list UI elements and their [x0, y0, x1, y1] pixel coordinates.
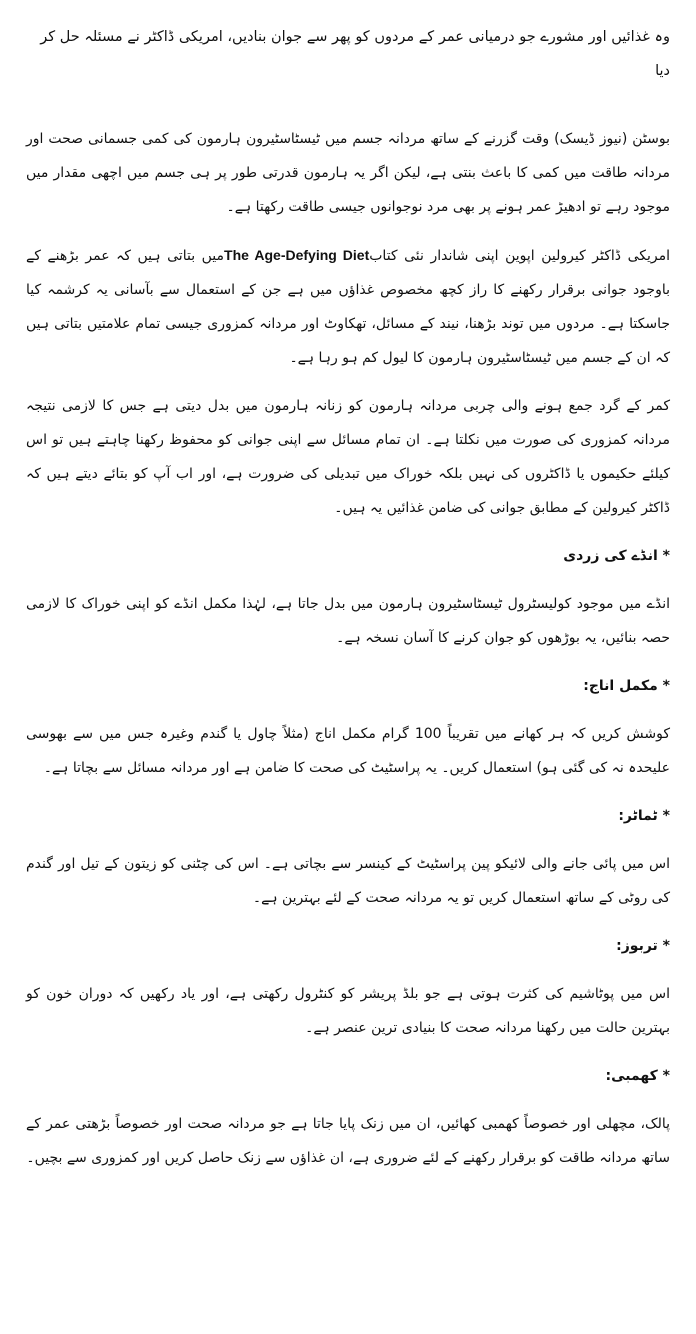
section-body-watermelon: اس میں پوٹاشیم کی کثرت ہوتی ہے جو بلڈ پریشر کو کنٹرول رکھتی ہے، اور یاد رکھیں کہ دوران خون کو بہترین حالت میں رکھنا مردانہ صحت کا بنیادی ترین عنصر ہے۔ — [26, 986, 670, 1036]
section-body-mushroom: پالک، مچھلی اور خصوصاً کھمبی کھائیں، ان میں زنک پایا جاتا ہے جو مردانہ صحت اور خصوصاً بڑھتی عمر کے ساتھ مردانہ طاقت کو برقرار رکھنے کے لئے ضروری ہے، ان غذاؤں سے زنک حاصل کریں اور کمزوری سے بچیں۔ — [26, 1116, 670, 1166]
book-title: The Age-Defying Diet — [224, 247, 370, 263]
intro-paragraph: بوسٹن (نیوز ڈیسک) وقت گزرنے کے ساتھ مردانہ جسم میں ٹیسٹاسٹیرون ہارمون کی کمی جسمانی صحت اور مردانہ طاقت میں کمی کا باعث بنتی ہے، لیکن اگر یہ ہارمون قدرتی طور پر ہی جسم میں اچھی مقدار میں موجود رہے تو ادھیڑ عمر ہونے پر بھی مرد نوجوانوں جیسی طاقت رکھتا ہے۔ — [26, 131, 670, 215]
section-body-egg-yolk: انڈے میں موجود کولیسٹرول ٹیسٹاسٹیرون ہارمون میں بدل جاتا ہے، لہٰذا مکمل انڈے کو اپنی خوراک کا لازمی حصہ بنائیں، یہ بوڑھوں کو جوان کرنے کا آسان نسخہ ہے۔ — [26, 596, 670, 646]
section-heading-tomato: * ٹماٹر: — [618, 808, 670, 824]
section-body-whole-grain: کوشش کریں کہ ہر کھانے میں تقریباً 100 گرام مکمل اناج (مثلاً چاول یا گندم وغیرہ جس میں سے بھوسی علیحدہ نہ کی گئی ہو) استعمال کریں۔ یہ پراسٹیٹ کی صحت کا ضامن ہے اور مردانہ مسائل سے بچاتا ہے۔ — [26, 726, 670, 776]
section-body-tomato: اس میں پائی جانے والی لائیکو پین پراسٹیٹ کے کینسر سے بچاتی ہے۔ اس کی چٹنی کو زیتون کے تیل اور گندم کی روٹی کے ساتھ استعمال کریں تو یہ مردانہ صحت کے لئے بہترین ہے۔ — [26, 856, 670, 906]
section-heading-whole-grain: * مکمل اناج: — [583, 678, 670, 694]
section-heading-watermelon: * تربوز: — [616, 938, 670, 954]
book-paragraph-lead: امریکی ڈاکٹر کیرولین اپوین اپنی شاندار نئی کتاب — [369, 248, 670, 264]
belly-fat-paragraph: کمر کے گرد جمع ہونے والی چربی مردانہ ہارمون کو زنانہ ہارمون میں بدل دیتی ہے جس کا لازمی نتیجہ مردانہ کمزوری کی صورت میں نکلتا ہے۔ ان تمام مسائل سے اپنی جوانی کو محفوظ رکھنا چاہتے ہیں تو اس کیلئے حکیموں یا ڈاکٹروں کی نہیں بلکہ خوراک میں تبدیلی کی ضرورت ہے، اور اب آپ کو بتائے دیتے ہیں کہ ڈاکٹر کیرولین کے مطابق جوانی کی ضامن غذائیں یہ ہیں۔ — [26, 398, 670, 516]
book-paragraph-rest: میں بتاتی ہیں کہ عمر بڑھنے کے باوجود جوانی برقرار رکھنے کا راز کچھ مخصوص غذاؤں میں ہے جن کے استعمال سے بآسانی یہ کرشمہ کیا جاسکتا ہے۔ مردوں میں توند بڑھنا، نیند کے مسائل، تھکاوٹ اور مردانہ کمزوری جیسی تمام علامتیں بتاتی ہیں کہ ان کے جسم میں ٹیسٹاسٹیرون ہارمون کا لیول کم ہو رہا ہے۔ — [26, 248, 670, 366]
section-heading-egg-yolk: * انڈے کی زردی — [563, 548, 670, 564]
book-paragraph — [26, 238, 670, 375]
article-title: وہ غذائیں اور مشورے جو درمیانی عمر کے مردوں کو پھر سے جوان بنادیں، امریکی ڈاکٹر نے مسئلہ حل کر دیا — [40, 29, 670, 79]
section-heading-mushroom: * کھمبی: — [605, 1068, 670, 1084]
